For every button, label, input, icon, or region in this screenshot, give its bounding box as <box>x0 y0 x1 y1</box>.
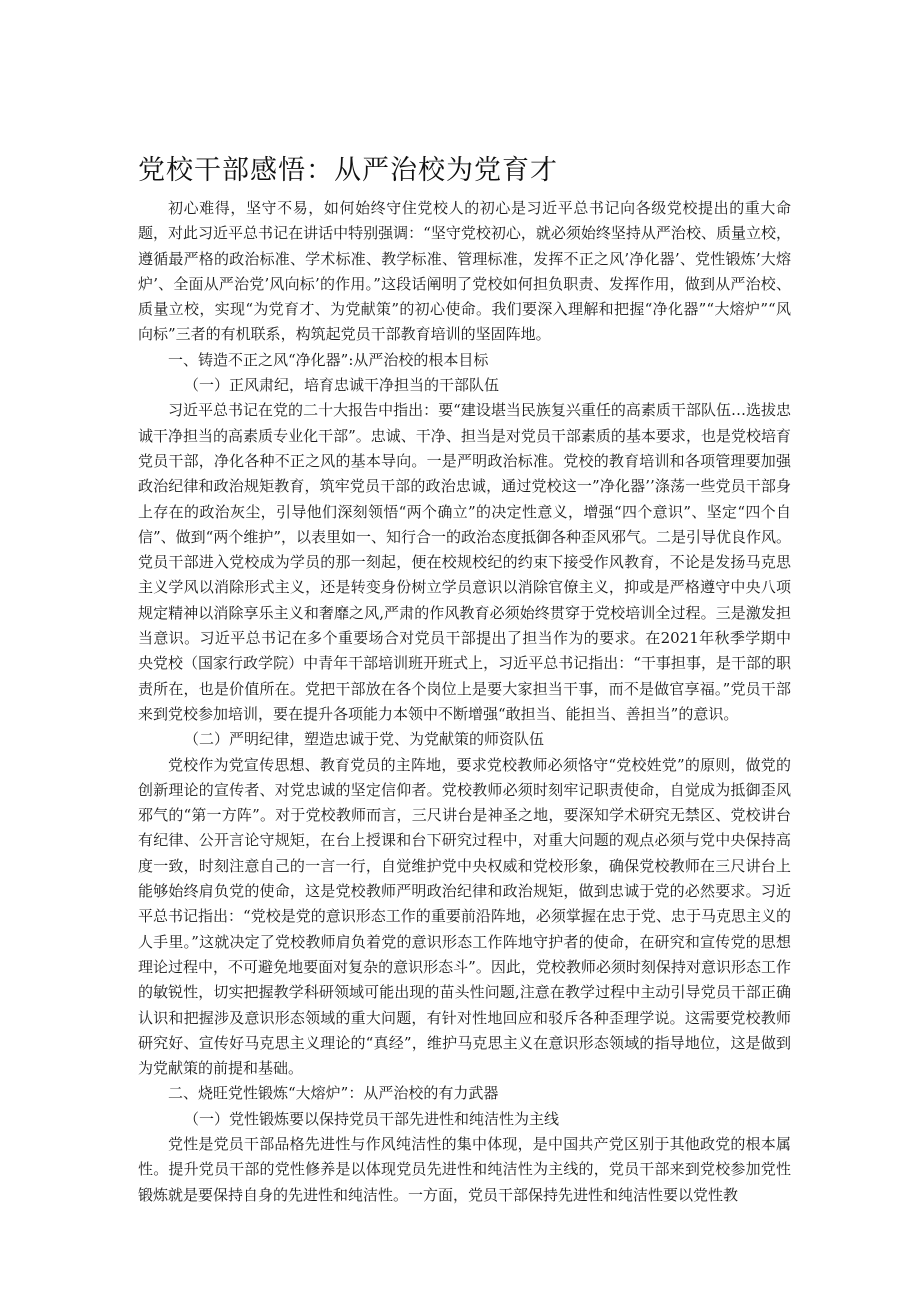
section-heading-1: 一、铸造不正之风“净化器”:从严治校的根本目标 <box>168 350 489 369</box>
body-paragraph: 党校作为党宣传思想、教育党员的主阵地，要求党校教师必须恪守“党校姓党”的原则，做党的创新理论的宣传者、对党忠诚的坚定信仰者。党校教师必须时刻牢记职责使命，自觉成为抵御歪风邪气的“第一方阵”。对于党校教师而言，三尺讲台是神圣之地，要深知学术研究无禁区、党校讲台有纪律、公开言论守规矩，在台上授课和台下研究过程中，对重大问题的观点必须与党中央保持高度一致，时刻注意自己的一言一行，自觉维护党中央权威和党校形象，确保党校教师在三尺讲台上能够始终肩负党的使命，这是党校教师严明政治纪律和政治规矩，做到忠诚于党的必然要求。习近平总书记指出：“党校是党的意识形态工作的重要前沿阵地，必须掌握在忠于党、忠于马克思主义的人手里。”这就决定了党校教师肩负着党的意识形态工作阵地守护者的使命，在研究和宣传党的思想理论过程中，不可避免地要面对复杂的意识形态斗”。因此，党校教师必须时刻保持对意识形态工作的敏锐性，切实把握教学科研领域可能出现的苗头性问题,注意在教学过程中主动引导党员干部正确认识和把握涉及意识形态领域的重大问题，有针对性地回应和驳斥各种歪理学说。这需要党校教师研究好、宣传好马克思主义理论的“真经”，维护马克思主义在意识形态领域的指导地位，这是做到为党献策的前提和基础。 <box>138 755 791 1078</box>
intro-paragraph: 初心难得，坚守不易，如何始终守住党校人的初心是习近平总书记向各级党校提出的重大命题，对此习近平总书记在讲话中特别强调：“坚守党校初心，就必须始终坚持从严治校、质量立校，遵循最严格的政治标准、学术标准、教学标准、管理标准，发挥不正之风’净化器’、党性锻炼’大熔炉’、全面从严治党’风向标’的作用。”这段话阐明了党校如何担负职责、发挥作用，做到从严治校、质量立校，实现“为党育才、为党献策”的初心使命。我们要深入理解和把握“净化器”“大熔炉”“风向标”三者的有机联系，构筑起党员干部教育培训的坚固阵地。 <box>138 199 791 344</box>
document-body <box>138 196 791 1208</box>
section-heading-2: 二、烧旺党性锻炼“大熔炉”：从严治校的有力武器 <box>168 1084 499 1103</box>
document-title: 党校干部感悟：从严治校为党育才 <box>138 155 558 186</box>
body-paragraph: 党性是党员干部品格先进性与作风纯洁性的集中体现，是中国共产党区别于其他政党的根本属性。提升党员干部的党性修养是以体现党员先进性和纯洁性为主线的，党员干部来到党校参加党性锻炼就是要保持自身的先进性和纯洁性。一方面，党员干部保持先进性和纯洁性要以党性教 <box>138 1134 791 1204</box>
body-paragraph: 习近平总书记在党的二十大报告中指出：要“建设堪当民族复兴重任的高素质干部队伍…选拔忠诚干净担当的高素质专业化干部”。忠诚、干净、担当是对党员干部素质的基本要求，也是党校培育党员干部，净化各种不正之风的基本导向。一是严明政治标准。党校的教育培训和各项管理要加强政治纪律和政治规矩教育，筑牢党员干部的政治忠诚，通过党校这一”净化器’’涤荡一些党员干部身上存在的政治灰尘，引导他们深刻领悟“两个确立”的决定性意义，增强“四个意识”、坚定“四个自信”、做到“两个维护”，以表里如一、知行合一的政治态度抵御各种歪风邪气。二是引导优良作风。党员干部进入党校成为学员的那一刻起，便在校规校纪的约束下接受作风教育，不论是发扬马克思主义学风以消除形式主义，还是转变身份树立学员意识以消除官僚主义，抑或是严格遵守中央八项规定精神以消除享乐主义和奢靡之风,严肃的作风教育必须始终贯穿于党校培训全过程。三是激发担当意识。习近平总书记在多个重要场合对党员干部提出了担当作为的要求。在2021年秋季学期中央党校（国家行政学院）中青年干部培训班开班式上，习近平总书记指出：“干事担事，是干部的职责所在，也是价值所在。党把干部放在各个岗位上是要大家担当干事，而不是做官享福。”党员干部来到党校参加培训，要在提升各项能力本领中不断增强“敢担当、能担当、善担当”的意识。 <box>138 401 792 723</box>
subsection-heading-1-2: （二）严明纪律，塑造忠诚于党、为党献策的师资队伍 <box>184 730 545 749</box>
subsection-heading-1-1: （一）正风肃纪，培育忠诚干净担当的干部队伍 <box>184 376 500 395</box>
subsection-heading-2-1: （一）党性锻炼要以保持党员干部先进性和纯洁性为主线 <box>184 1109 560 1128</box>
